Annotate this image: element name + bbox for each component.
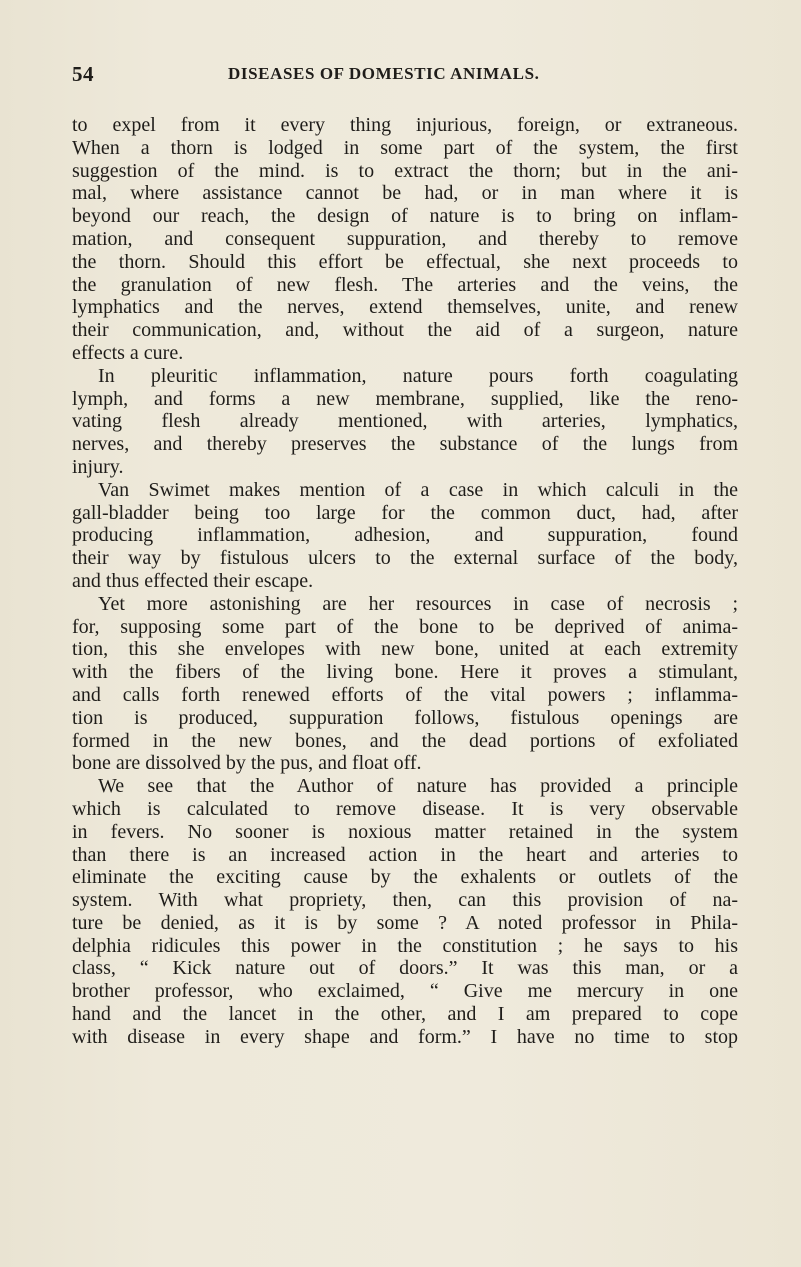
text-line: the granulation of new flesh. The arteries and the veins, the xyxy=(72,273,738,296)
text-line: with disease in every shape and form.” I have no time to stop xyxy=(72,1025,738,1048)
text-line: in fevers. No sooner is noxious matter retained in the system xyxy=(72,820,738,843)
text-line: We see that the Author of nature has provided a principle xyxy=(98,775,738,798)
text-line: class, “ Kick nature out of doors.” It was this man, or a xyxy=(72,957,738,980)
text-line: which is calculated to remove disease. It is very observable xyxy=(72,797,738,820)
page-number: 54 xyxy=(72,62,94,86)
text-line: hand and the lancet in the other, and I am prepared to cope xyxy=(72,1003,738,1026)
text-line: for, supposing some part of the bone to be deprived of anima- xyxy=(72,615,738,638)
text-line: with the fibers of the living bone. Here it proves a stimulant, xyxy=(72,661,738,684)
text-line: gall-bladder being too large for the common duct, had, after xyxy=(72,501,738,524)
body-text xyxy=(72,114,738,1049)
text-line: beyond our reach, the design of nature is to bring on inflam- xyxy=(72,205,738,228)
text-line: injury. xyxy=(72,455,124,478)
text-line: mal, where assistance cannot be had, or in man where it is xyxy=(72,182,738,205)
text-line: vating flesh already mentioned, with arteries, lymphatics, xyxy=(72,410,738,433)
text-line: When a thorn is lodged in some part of the system, the first xyxy=(72,136,738,159)
text-line: their communication, and, without the aid of a surgeon, nature xyxy=(72,319,738,342)
text-line: ture be denied, as it is by some ? A noted professor in Phila- xyxy=(72,911,738,934)
text-line: and calls forth renewed efforts of the vital powers ; inflamma- xyxy=(72,683,738,706)
text-line: system. With what propriety, then, can this provision of na- xyxy=(72,889,738,912)
text-line: lymphatics and the nerves, extend themselves, unite, and renew xyxy=(72,296,738,319)
text-line: delphia ridicules this power in the constitution ; he says to his xyxy=(72,934,738,957)
text-line: bone are dissolved by the pus, and float off. xyxy=(72,752,422,775)
page-header xyxy=(70,62,770,92)
text-line: Yet more astonishing are her resources in case of necrosis ; xyxy=(98,592,738,615)
text-line: effects a cure. xyxy=(72,341,184,364)
text-line: In pleuritic inflammation, nature pours forth coagulating xyxy=(98,364,738,387)
running-head: DISEASES OF DOMESTIC ANIMALS. xyxy=(228,64,540,83)
text-line: nerves, and thereby preserves the substance of the lungs from xyxy=(72,433,738,456)
text-line: their way by fistulous ulcers to the external surface of the body, xyxy=(72,547,738,570)
text-line: producing inflammation, adhesion, and suppuration, found xyxy=(72,524,738,547)
text-line: than there is an increased action in the heart and arteries to xyxy=(72,843,738,866)
text-line: lymph, and forms a new membrane, supplied, like the reno- xyxy=(72,387,738,410)
text-line: tion is produced, suppuration follows, fistulous openings are xyxy=(72,706,738,729)
text-line: formed in the new bones, and the dead portions of exfoliated xyxy=(72,729,738,752)
text-line: and thus effected their escape. xyxy=(72,569,314,592)
text-line: suggestion of the mind. is to extract the thorn; but in the ani- xyxy=(72,159,738,182)
text-line: tion, this she envelopes with new bone, united at each extremity xyxy=(72,638,738,661)
text-line: eliminate the exciting cause by the exhalents or outlets of the xyxy=(72,866,738,889)
text-line: brother professor, who exclaimed, “ Give me mercury in one xyxy=(72,980,738,1003)
text-line: mation, and consequent suppuration, and thereby to remove xyxy=(72,227,738,250)
text-line: the thorn. Should this effort be effectual, she next proceeds to xyxy=(72,250,738,273)
text-line: to expel from it every thing injurious, foreign, or extraneous. xyxy=(72,114,738,136)
text-line: Van Swimet makes mention of a case in which calculi in the xyxy=(98,478,738,501)
